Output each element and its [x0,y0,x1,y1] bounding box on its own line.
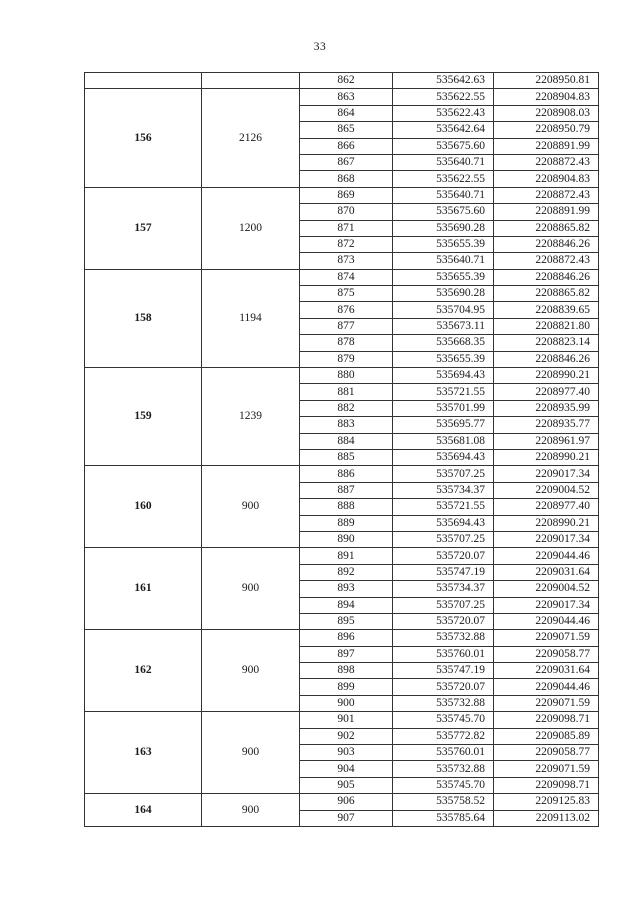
y-coordinate-cell: 2209071.59 [494,630,599,646]
y-coordinate-cell: 2208865.82 [494,286,599,302]
x-coordinate-cell: 535642.63 [393,73,494,89]
y-coordinate-cell: 2208950.79 [494,122,599,138]
y-coordinate-cell: 2209017.34 [494,466,599,482]
point-number-cell: 902 [300,728,393,744]
x-coordinate-cell: 535721.55 [393,499,494,515]
table-row [85,548,599,564]
x-coordinate-cell: 535655.39 [393,269,494,285]
y-coordinate-cell: 2209031.64 [494,663,599,679]
x-coordinate-cell: 535642.64 [393,122,494,138]
point-number-cell: 862 [300,73,393,89]
area-cell: 2126 [202,89,300,187]
point-number-cell: 887 [300,482,393,498]
coordinate-table-body [85,73,599,827]
y-coordinate-cell: 2209004.52 [494,581,599,597]
table-row [85,73,599,89]
point-number-cell: 877 [300,318,393,334]
x-coordinate-cell: 535690.28 [393,220,494,236]
y-coordinate-cell: 2209085.89 [494,728,599,744]
x-coordinate-cell: 535745.70 [393,777,494,793]
point-number-cell: 866 [300,138,393,154]
x-coordinate-cell: 535640.71 [393,253,494,269]
y-coordinate-cell: 2208821.80 [494,318,599,334]
y-coordinate-cell: 2208872.43 [494,187,599,203]
point-number-cell: 903 [300,745,393,761]
x-coordinate-cell: 535760.01 [393,745,494,761]
x-coordinate-cell: 535675.60 [393,204,494,220]
x-coordinate-cell: 535720.07 [393,613,494,629]
x-coordinate-cell: 535707.25 [393,531,494,547]
area-cell: 900 [202,466,300,548]
x-coordinate-cell: 535640.71 [393,154,494,170]
plot-number-cell: 164 [85,794,202,827]
point-number-cell: 889 [300,515,393,531]
x-coordinate-cell: 535747.19 [393,663,494,679]
point-number-cell: 905 [300,777,393,793]
coordinate-table [84,72,599,827]
y-coordinate-cell: 2209017.34 [494,597,599,613]
x-coordinate-cell: 535694.43 [393,449,494,465]
point-number-cell: 893 [300,581,393,597]
area-cell [202,73,300,89]
point-number-cell: 875 [300,286,393,302]
point-number-cell: 884 [300,433,393,449]
y-coordinate-cell: 2208990.21 [494,449,599,465]
y-coordinate-cell: 2209125.83 [494,794,599,810]
area-cell: 900 [202,712,300,794]
y-coordinate-cell: 2209058.77 [494,646,599,662]
point-number-cell: 865 [300,122,393,138]
point-number-cell: 879 [300,351,393,367]
point-number-cell: 873 [300,253,393,269]
x-coordinate-cell: 535707.25 [393,466,494,482]
plot-number-cell: 158 [85,269,202,367]
y-coordinate-cell: 2208891.99 [494,138,599,154]
point-number-cell: 871 [300,220,393,236]
point-number-cell: 898 [300,663,393,679]
x-coordinate-cell: 535694.43 [393,515,494,531]
point-number-cell: 900 [300,695,393,711]
y-coordinate-cell: 2209044.46 [494,613,599,629]
point-number-cell: 881 [300,384,393,400]
x-coordinate-cell: 535734.37 [393,482,494,498]
x-coordinate-cell: 535655.39 [393,236,494,252]
table-row [85,630,599,646]
x-coordinate-cell: 535622.43 [393,105,494,121]
point-number-cell: 888 [300,499,393,515]
plot-number-cell: 157 [85,187,202,269]
y-coordinate-cell: 2208872.43 [494,154,599,170]
point-number-cell: 869 [300,187,393,203]
table-row [85,712,599,728]
point-number-cell: 874 [300,269,393,285]
point-number-cell: 899 [300,679,393,695]
x-coordinate-cell: 535704.95 [393,302,494,318]
plot-number-cell: 156 [85,89,202,187]
x-coordinate-cell: 535732.88 [393,761,494,777]
point-number-cell: 891 [300,548,393,564]
y-coordinate-cell: 2208977.40 [494,499,599,515]
x-coordinate-cell: 535694.43 [393,368,494,384]
y-coordinate-cell: 2208872.43 [494,253,599,269]
y-coordinate-cell: 2208961.97 [494,433,599,449]
plot-number-cell: 162 [85,630,202,712]
plot-number-cell: 163 [85,712,202,794]
plot-number-cell [85,73,202,89]
x-coordinate-cell: 535668.35 [393,335,494,351]
x-coordinate-cell: 535707.25 [393,597,494,613]
point-number-cell: 867 [300,154,393,170]
table-row [85,466,599,482]
point-number-cell: 890 [300,531,393,547]
y-coordinate-cell: 2208865.82 [494,220,599,236]
x-coordinate-cell: 535655.39 [393,351,494,367]
area-cell: 900 [202,548,300,630]
area-cell: 900 [202,794,300,827]
point-number-cell: 876 [300,302,393,318]
point-number-cell: 901 [300,712,393,728]
x-coordinate-cell: 535622.55 [393,89,494,105]
x-coordinate-cell: 535747.19 [393,564,494,580]
x-coordinate-cell: 535758.52 [393,794,494,810]
table-row [85,368,599,384]
point-number-cell: 872 [300,236,393,252]
point-number-cell: 906 [300,794,393,810]
point-number-cell: 882 [300,400,393,416]
y-coordinate-cell: 2208904.83 [494,89,599,105]
page-number: 33 [313,41,327,53]
y-coordinate-cell: 2208891.99 [494,204,599,220]
point-number-cell: 897 [300,646,393,662]
y-coordinate-cell: 2208846.26 [494,236,599,252]
x-coordinate-cell: 535785.64 [393,810,494,826]
point-number-cell: 892 [300,564,393,580]
x-coordinate-cell: 535673.11 [393,318,494,334]
y-coordinate-cell: 2208904.83 [494,171,599,187]
y-coordinate-cell: 2209098.71 [494,777,599,793]
y-coordinate-cell: 2208839.65 [494,302,599,318]
y-coordinate-cell: 2208935.77 [494,417,599,433]
point-number-cell: 894 [300,597,393,613]
point-number-cell: 904 [300,761,393,777]
y-coordinate-cell: 2209044.46 [494,548,599,564]
x-coordinate-cell: 535721.55 [393,384,494,400]
point-number-cell: 896 [300,630,393,646]
area-cell: 900 [202,630,300,712]
point-number-cell: 886 [300,466,393,482]
x-coordinate-cell: 535720.07 [393,679,494,695]
y-coordinate-cell: 2208846.26 [494,269,599,285]
y-coordinate-cell: 2208823.14 [494,335,599,351]
y-coordinate-cell: 2209004.52 [494,482,599,498]
y-coordinate-cell: 2208935.99 [494,400,599,416]
x-coordinate-cell: 535760.01 [393,646,494,662]
x-coordinate-cell: 535622.55 [393,171,494,187]
x-coordinate-cell: 535745.70 [393,712,494,728]
x-coordinate-cell: 535681.08 [393,433,494,449]
y-coordinate-cell: 2209098.71 [494,712,599,728]
point-number-cell: 864 [300,105,393,121]
x-coordinate-cell: 535701.99 [393,400,494,416]
y-coordinate-cell: 2209031.64 [494,564,599,580]
table-row [85,794,599,810]
y-coordinate-cell: 2208990.21 [494,368,599,384]
x-coordinate-cell: 535675.60 [393,138,494,154]
plot-number-cell: 160 [85,466,202,548]
point-number-cell: 880 [300,368,393,384]
x-coordinate-cell: 535695.77 [393,417,494,433]
x-coordinate-cell: 535640.71 [393,187,494,203]
y-coordinate-cell: 2209071.59 [494,761,599,777]
y-coordinate-cell: 2208908.03 [494,105,599,121]
x-coordinate-cell: 535734.37 [393,581,494,597]
plot-number-cell: 159 [85,368,202,466]
y-coordinate-cell: 2209058.77 [494,745,599,761]
y-coordinate-cell: 2209017.34 [494,531,599,547]
x-coordinate-cell: 535732.88 [393,695,494,711]
y-coordinate-cell: 2208977.40 [494,384,599,400]
x-coordinate-cell: 535690.28 [393,286,494,302]
x-coordinate-cell: 535732.88 [393,630,494,646]
point-number-cell: 885 [300,449,393,465]
y-coordinate-cell: 2209044.46 [494,679,599,695]
y-coordinate-cell: 2208950.81 [494,73,599,89]
x-coordinate-cell: 535772.82 [393,728,494,744]
y-coordinate-cell: 2209071.59 [494,695,599,711]
y-coordinate-cell: 2209113.02 [494,810,599,826]
x-coordinate-cell: 535720.07 [393,548,494,564]
y-coordinate-cell: 2208990.21 [494,515,599,531]
table-row [85,269,599,285]
y-coordinate-cell: 2208846.26 [494,351,599,367]
area-cell: 1194 [202,269,300,367]
point-number-cell: 868 [300,171,393,187]
point-number-cell: 907 [300,810,393,826]
point-number-cell: 863 [300,89,393,105]
point-number-cell: 883 [300,417,393,433]
table-row [85,89,599,105]
area-cell: 1239 [202,368,300,466]
table-row [85,187,599,203]
point-number-cell: 870 [300,204,393,220]
plot-number-cell: 161 [85,548,202,630]
point-number-cell: 878 [300,335,393,351]
area-cell: 1200 [202,187,300,269]
point-number-cell: 895 [300,613,393,629]
